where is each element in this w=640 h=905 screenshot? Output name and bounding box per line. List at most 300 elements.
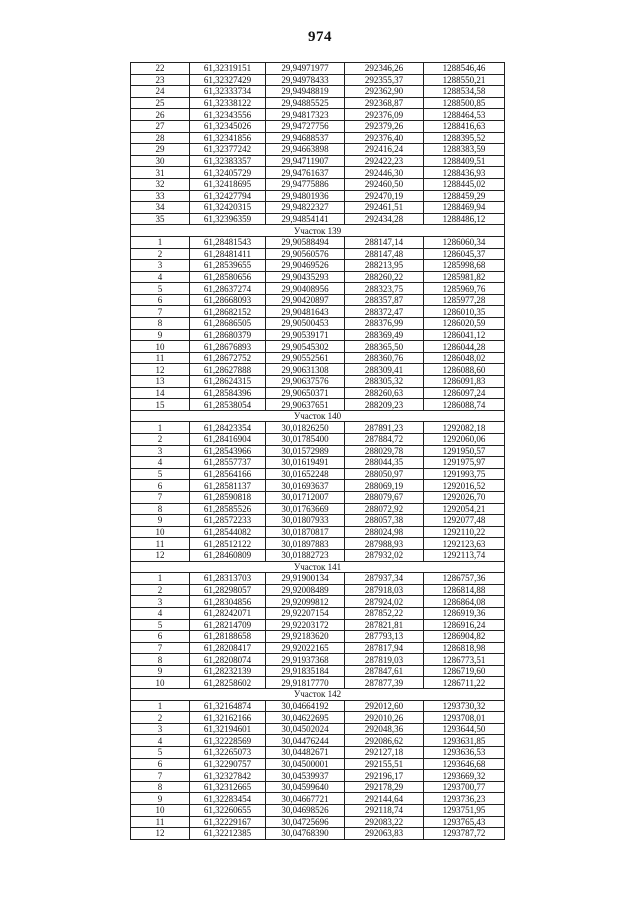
table-row: [131, 526, 505, 538]
table-row: [131, 364, 505, 376]
point-number-cell: 6: [131, 758, 190, 770]
coord-cell-3: 292012,60: [345, 700, 424, 712]
coord-cell-4: 1291975,97: [424, 457, 505, 469]
coord-cell-2: 30,04664192: [266, 700, 345, 712]
table-row: [131, 596, 505, 608]
table-row: [131, 805, 505, 817]
coord-cell-4: 1286097,24: [424, 387, 505, 399]
table-row: [131, 642, 505, 654]
coord-cell-4: 1292123,63: [424, 538, 505, 550]
coord-cell-4: 1293765,43: [424, 816, 505, 828]
table-row: [131, 619, 505, 631]
table-row: [131, 213, 505, 225]
table-row: [131, 434, 505, 446]
coord-cell-3: 292362,90: [345, 86, 424, 98]
point-number-cell: 10: [131, 805, 190, 817]
coord-cell-3: 292355,37: [345, 74, 424, 86]
table-row: [131, 793, 505, 805]
coord-cell-2: 30,01652248: [266, 468, 345, 480]
table-row: [131, 654, 505, 666]
coord-cell-4: 1293700,77: [424, 781, 505, 793]
point-number-cell: 10: [131, 677, 190, 689]
table-row: [131, 202, 505, 214]
point-number-cell: 24: [131, 86, 190, 98]
table-row: [131, 120, 505, 132]
coord-cell-1: 61,28627888: [190, 364, 266, 376]
coord-cell-2: 29,91900134: [266, 573, 345, 585]
table-row: [131, 271, 505, 283]
point-number-cell: 25: [131, 97, 190, 109]
coord-cell-2: 30,04698526: [266, 805, 345, 817]
table-row: [131, 468, 505, 480]
coord-cell-2: 30,04768390: [266, 828, 345, 840]
coord-cell-4: 1288486,12: [424, 213, 505, 225]
coord-cell-1: 61,28672752: [190, 352, 266, 364]
point-number-cell: 4: [131, 735, 190, 747]
coord-cell-1: 61,32212385: [190, 828, 266, 840]
coord-cell-2: 29,90469526: [266, 260, 345, 272]
point-number-cell: 12: [131, 549, 190, 561]
coord-cell-3: 288323,75: [345, 283, 424, 295]
coord-cell-4: 1288383,59: [424, 144, 505, 156]
coord-cell-3: 288029,78: [345, 445, 424, 457]
table-row: [131, 700, 505, 712]
table-row: [131, 248, 505, 260]
coord-cell-3: 292086,62: [345, 735, 424, 747]
point-number-cell: 7: [131, 306, 190, 318]
coord-cell-3: 287821,81: [345, 619, 424, 631]
coord-cell-2: 30,04539937: [266, 770, 345, 782]
section-label: Участок 141: [131, 561, 505, 573]
coord-cell-1: 61,32265073: [190, 747, 266, 759]
coord-cell-1: 61,32327429: [190, 74, 266, 86]
coord-cell-1: 61,28543966: [190, 445, 266, 457]
coord-cell-2: 30,01870817: [266, 526, 345, 538]
coord-cell-2: 29,94854141: [266, 213, 345, 225]
table-row: [131, 387, 505, 399]
coord-cell-3: 292346,26: [345, 63, 424, 75]
point-number-cell: 8: [131, 781, 190, 793]
table-row: [131, 352, 505, 364]
coord-cell-1: 61,28584396: [190, 387, 266, 399]
point-number-cell: 2: [131, 584, 190, 596]
point-number-cell: 8: [131, 318, 190, 330]
point-number-cell: 22: [131, 63, 190, 75]
coord-cell-2: 29,94971977: [266, 63, 345, 75]
point-number-cell: 9: [131, 793, 190, 805]
coord-cell-4: 1288395,52: [424, 132, 505, 144]
coord-cell-2: 30,01712007: [266, 491, 345, 503]
coord-cell-2: 29,91817770: [266, 677, 345, 689]
coord-cell-2: 30,04482671: [266, 747, 345, 759]
coord-cell-4: 1286719,60: [424, 665, 505, 677]
coord-cell-2: 30,01693637: [266, 480, 345, 492]
section-label: Участок 142: [131, 689, 505, 701]
section-label: Участок 140: [131, 410, 505, 422]
table-row: [131, 74, 505, 86]
coord-cell-4: 1286045,37: [424, 248, 505, 260]
point-number-cell: 9: [131, 665, 190, 677]
coord-cell-4: 1285977,28: [424, 294, 505, 306]
coord-cell-3: 292063,83: [345, 828, 424, 840]
coord-cell-3: 288213,95: [345, 260, 424, 272]
coord-cell-3: 288069,19: [345, 480, 424, 492]
coord-cell-3: 292376,09: [345, 109, 424, 121]
coord-cell-2: 30,04476244: [266, 735, 345, 747]
coordinates-table-body: [131, 63, 505, 840]
coord-cell-2: 29,94885525: [266, 97, 345, 109]
coord-cell-4: 1286060,34: [424, 236, 505, 248]
coord-cell-3: 292178,29: [345, 781, 424, 793]
coord-cell-1: 61,28624315: [190, 376, 266, 388]
coord-cell-1: 61,28304856: [190, 596, 266, 608]
coord-cell-3: 288147,48: [345, 248, 424, 260]
coord-cell-1: 61,32338122: [190, 97, 266, 109]
coord-cell-4: 1286088,60: [424, 364, 505, 376]
coord-cell-4: 1288550,21: [424, 74, 505, 86]
table-row: [131, 735, 505, 747]
table-row: [131, 712, 505, 724]
table-row: [131, 167, 505, 179]
coord-cell-4: 1292077,48: [424, 515, 505, 527]
coord-cell-3: 288147,14: [345, 236, 424, 248]
table-row: [131, 97, 505, 109]
coord-cell-1: 61,28416904: [190, 434, 266, 446]
coord-cell-2: 29,90435293: [266, 271, 345, 283]
coord-cell-1: 61,32343556: [190, 109, 266, 121]
coord-cell-1: 61,28557737: [190, 457, 266, 469]
point-number-cell: 10: [131, 526, 190, 538]
coord-cell-4: 1286864,08: [424, 596, 505, 608]
point-number-cell: 3: [131, 723, 190, 735]
coord-cell-4: 1293787,72: [424, 828, 505, 840]
point-number-cell: 4: [131, 607, 190, 619]
coord-cell-4: 1293736,23: [424, 793, 505, 805]
coord-cell-4: 1292113,74: [424, 549, 505, 561]
coord-cell-4: 1286814,88: [424, 584, 505, 596]
coord-cell-4: 1288546,46: [424, 63, 505, 75]
coord-cell-1: 61,28188658: [190, 631, 266, 643]
coord-cell-4: 1293708,01: [424, 712, 505, 724]
coord-cell-1: 61,32345026: [190, 120, 266, 132]
coord-cell-3: 292434,28: [345, 213, 424, 225]
coord-cell-4: 1286048,02: [424, 352, 505, 364]
point-number-cell: 9: [131, 515, 190, 527]
point-number-cell: 26: [131, 109, 190, 121]
section-label: Участок 139: [131, 225, 505, 237]
coord-cell-3: 288357,87: [345, 294, 424, 306]
section-header-row: [131, 561, 505, 573]
coord-cell-2: 29,90637651: [266, 399, 345, 411]
coord-cell-4: 1286711,22: [424, 677, 505, 689]
coord-cell-2: 29,90631308: [266, 364, 345, 376]
coord-cell-2: 29,94688537: [266, 132, 345, 144]
table-row: [131, 306, 505, 318]
coord-cell-3: 292144,64: [345, 793, 424, 805]
point-number-cell: 14: [131, 387, 190, 399]
coord-cell-1: 61,28580656: [190, 271, 266, 283]
coord-cell-2: 29,90500453: [266, 318, 345, 330]
coord-cell-2: 29,94775886: [266, 178, 345, 190]
point-number-cell: 6: [131, 294, 190, 306]
coord-cell-4: 1288464,53: [424, 109, 505, 121]
point-number-cell: 1: [131, 236, 190, 248]
point-number-cell: 11: [131, 538, 190, 550]
table-row: [131, 86, 505, 98]
coord-cell-4: 1293751,95: [424, 805, 505, 817]
point-number-cell: 3: [131, 445, 190, 457]
table-row: [131, 828, 505, 840]
coord-cell-4: 1288445,02: [424, 178, 505, 190]
coord-cell-2: 29,92207154: [266, 607, 345, 619]
point-number-cell: 1: [131, 700, 190, 712]
coord-cell-1: 61,28590818: [190, 491, 266, 503]
coord-cell-1: 61,28676893: [190, 341, 266, 353]
table-row: [131, 549, 505, 561]
point-number-cell: 11: [131, 352, 190, 364]
coord-cell-4: 1286919,36: [424, 607, 505, 619]
coord-cell-4: 1286041,12: [424, 329, 505, 341]
section-header-row: [131, 410, 505, 422]
table-row: [131, 190, 505, 202]
coord-cell-4: 1286916,24: [424, 619, 505, 631]
table-row: [131, 155, 505, 167]
coord-cell-2: 30,04502024: [266, 723, 345, 735]
coord-cell-2: 29,94727756: [266, 120, 345, 132]
coord-cell-3: 292470,19: [345, 190, 424, 202]
coord-cell-2: 29,90481643: [266, 306, 345, 318]
coord-cell-2: 29,92008489: [266, 584, 345, 596]
table-row: [131, 399, 505, 411]
coord-cell-4: 1286818,98: [424, 642, 505, 654]
table-row: [131, 341, 505, 353]
coord-cell-1: 61,32228569: [190, 735, 266, 747]
coord-cell-1: 61,32162166: [190, 712, 266, 724]
coord-cell-2: 30,01785400: [266, 434, 345, 446]
coord-cell-3: 287852,22: [345, 607, 424, 619]
coord-cell-2: 29,94948819: [266, 86, 345, 98]
point-number-cell: 2: [131, 712, 190, 724]
table-row: [131, 665, 505, 677]
coord-cell-3: 287918,03: [345, 584, 424, 596]
point-number-cell: 13: [131, 376, 190, 388]
coord-cell-2: 29,92022165: [266, 642, 345, 654]
coord-cell-3: 287937,34: [345, 573, 424, 585]
table-row: [131, 538, 505, 550]
coord-cell-4: 1285969,76: [424, 283, 505, 295]
coord-cell-2: 30,01826250: [266, 422, 345, 434]
coord-cell-1: 61,32377242: [190, 144, 266, 156]
coord-cell-3: 292196,17: [345, 770, 424, 782]
coord-cell-4: 1286757,36: [424, 573, 505, 585]
coord-cell-3: 288309,41: [345, 364, 424, 376]
coord-cell-4: 1293644,50: [424, 723, 505, 735]
table-row: [131, 770, 505, 782]
table-row: [131, 515, 505, 527]
coord-cell-4: 1293646,68: [424, 758, 505, 770]
coord-cell-1: 61,32283454: [190, 793, 266, 805]
coord-cell-2: 30,01619491: [266, 457, 345, 469]
point-number-cell: 12: [131, 828, 190, 840]
table-row: [131, 503, 505, 515]
coord-cell-3: 292460,50: [345, 178, 424, 190]
table-row: [131, 816, 505, 828]
coord-cell-1: 61,28564166: [190, 468, 266, 480]
coord-cell-2: 29,92203172: [266, 619, 345, 631]
coord-cell-4: 1292026,70: [424, 491, 505, 503]
coord-cell-4: 1292016,52: [424, 480, 505, 492]
point-number-cell: 10: [131, 341, 190, 353]
coord-cell-1: 61,32405729: [190, 167, 266, 179]
coord-cell-1: 61,32427794: [190, 190, 266, 202]
coord-cell-2: 29,90560576: [266, 248, 345, 260]
coord-cell-2: 30,01897883: [266, 538, 345, 550]
table-row: [131, 236, 505, 248]
coord-cell-4: 1286904,82: [424, 631, 505, 643]
coord-cell-1: 61,28544082: [190, 526, 266, 538]
coord-cell-4: 1286091,83: [424, 376, 505, 388]
table-row: [131, 63, 505, 75]
coord-cell-2: 29,94822327: [266, 202, 345, 214]
point-number-cell: 4: [131, 271, 190, 283]
point-number-cell: 5: [131, 283, 190, 295]
table-row: [131, 294, 505, 306]
coord-cell-2: 29,90637576: [266, 376, 345, 388]
coord-cell-2: 29,94711907: [266, 155, 345, 167]
coord-cell-3: 288376,99: [345, 318, 424, 330]
coord-cell-2: 29,90420897: [266, 294, 345, 306]
coord-cell-3: 292010,26: [345, 712, 424, 724]
coord-cell-2: 29,90588494: [266, 236, 345, 248]
coord-cell-3: 288057,38: [345, 515, 424, 527]
point-number-cell: 1: [131, 573, 190, 585]
point-number-cell: 1: [131, 422, 190, 434]
table-row: [131, 607, 505, 619]
table-row: [131, 329, 505, 341]
coord-cell-2: 29,92183620: [266, 631, 345, 643]
coord-cell-4: 1288409,51: [424, 155, 505, 167]
coord-cell-1: 61,28686505: [190, 318, 266, 330]
coord-cell-3: 288209,23: [345, 399, 424, 411]
table-row: [131, 109, 505, 121]
coord-cell-1: 61,28481543: [190, 236, 266, 248]
table-row: [131, 144, 505, 156]
coord-cell-3: 292422,23: [345, 155, 424, 167]
table-row: [131, 422, 505, 434]
point-number-cell: 7: [131, 491, 190, 503]
coord-cell-1: 61,28481411: [190, 248, 266, 260]
point-number-cell: 35: [131, 213, 190, 225]
coord-cell-2: 30,01572989: [266, 445, 345, 457]
point-number-cell: 31: [131, 167, 190, 179]
table-row: [131, 491, 505, 503]
coord-cell-2: 29,94663898: [266, 144, 345, 156]
coordinates-table: [130, 62, 505, 840]
coord-cell-3: 292127,18: [345, 747, 424, 759]
coord-cell-3: 292118,74: [345, 805, 424, 817]
coord-cell-3: 287877,39: [345, 677, 424, 689]
point-number-cell: 23: [131, 74, 190, 86]
coord-cell-2: 30,01763669: [266, 503, 345, 515]
coord-cell-1: 61,28460809: [190, 549, 266, 561]
coord-cell-1: 61,32229167: [190, 816, 266, 828]
coord-cell-3: 288365,50: [345, 341, 424, 353]
coord-cell-4: 1286044,28: [424, 341, 505, 353]
coord-cell-1: 61,32383357: [190, 155, 266, 167]
coord-cell-1: 61,28539655: [190, 260, 266, 272]
point-number-cell: 6: [131, 631, 190, 643]
coord-cell-2: 30,04622695: [266, 712, 345, 724]
coord-cell-3: 288372,47: [345, 306, 424, 318]
section-header-row: [131, 689, 505, 701]
coord-cell-1: 61,32290757: [190, 758, 266, 770]
point-number-cell: 34: [131, 202, 190, 214]
table-row: [131, 781, 505, 793]
coord-cell-3: 288044,35: [345, 457, 424, 469]
table-row: [131, 758, 505, 770]
coord-cell-3: 287891,23: [345, 422, 424, 434]
coord-cell-2: 30,04667721: [266, 793, 345, 805]
coord-cell-2: 29,92099812: [266, 596, 345, 608]
coord-cell-2: 30,04725696: [266, 816, 345, 828]
coord-cell-3: 288260,63: [345, 387, 424, 399]
coord-cell-4: 1293730,32: [424, 700, 505, 712]
coord-cell-4: 1292082,18: [424, 422, 505, 434]
point-number-cell: 27: [131, 120, 190, 132]
point-number-cell: 9: [131, 329, 190, 341]
coord-cell-3: 292368,87: [345, 97, 424, 109]
coord-cell-2: 29,91835184: [266, 665, 345, 677]
coord-cell-1: 61,32341856: [190, 132, 266, 144]
coord-cell-3: 292379,26: [345, 120, 424, 132]
coord-cell-4: 1288436,93: [424, 167, 505, 179]
page-number: 974: [308, 29, 332, 45]
coord-cell-1: 61,32194601: [190, 723, 266, 735]
coord-cell-4: 1286020,59: [424, 318, 505, 330]
point-number-cell: 8: [131, 654, 190, 666]
coord-cell-1: 61,28242071: [190, 607, 266, 619]
table-row: [131, 677, 505, 689]
coord-cell-2: 29,94817323: [266, 109, 345, 121]
coord-cell-3: 292048,36: [345, 723, 424, 735]
point-number-cell: 29: [131, 144, 190, 156]
point-number-cell: 3: [131, 260, 190, 272]
coord-cell-4: 1288416,63: [424, 120, 505, 132]
coord-cell-4: 1292110,22: [424, 526, 505, 538]
table-row: [131, 723, 505, 735]
point-number-cell: 8: [131, 503, 190, 515]
coord-cell-1: 61,32420315: [190, 202, 266, 214]
coord-cell-4: 1286010,35: [424, 306, 505, 318]
table-row: [131, 445, 505, 457]
coord-cell-1: 61,28680379: [190, 329, 266, 341]
table-row: [131, 318, 505, 330]
point-number-cell: 12: [131, 364, 190, 376]
table-row: [131, 747, 505, 759]
coord-cell-1: 61,28208074: [190, 654, 266, 666]
coord-cell-3: 292446,30: [345, 167, 424, 179]
table-row: [131, 457, 505, 469]
coord-cell-1: 61,28637274: [190, 283, 266, 295]
coord-cell-3: 287988,93: [345, 538, 424, 550]
table-row: [131, 573, 505, 585]
coord-cell-3: 292083,22: [345, 816, 424, 828]
coord-cell-2: 29,94801936: [266, 190, 345, 202]
coord-cell-1: 61,32164874: [190, 700, 266, 712]
coord-cell-1: 61,28214709: [190, 619, 266, 631]
coord-cell-4: 1292054,21: [424, 503, 505, 515]
coord-cell-3: 287924,02: [345, 596, 424, 608]
